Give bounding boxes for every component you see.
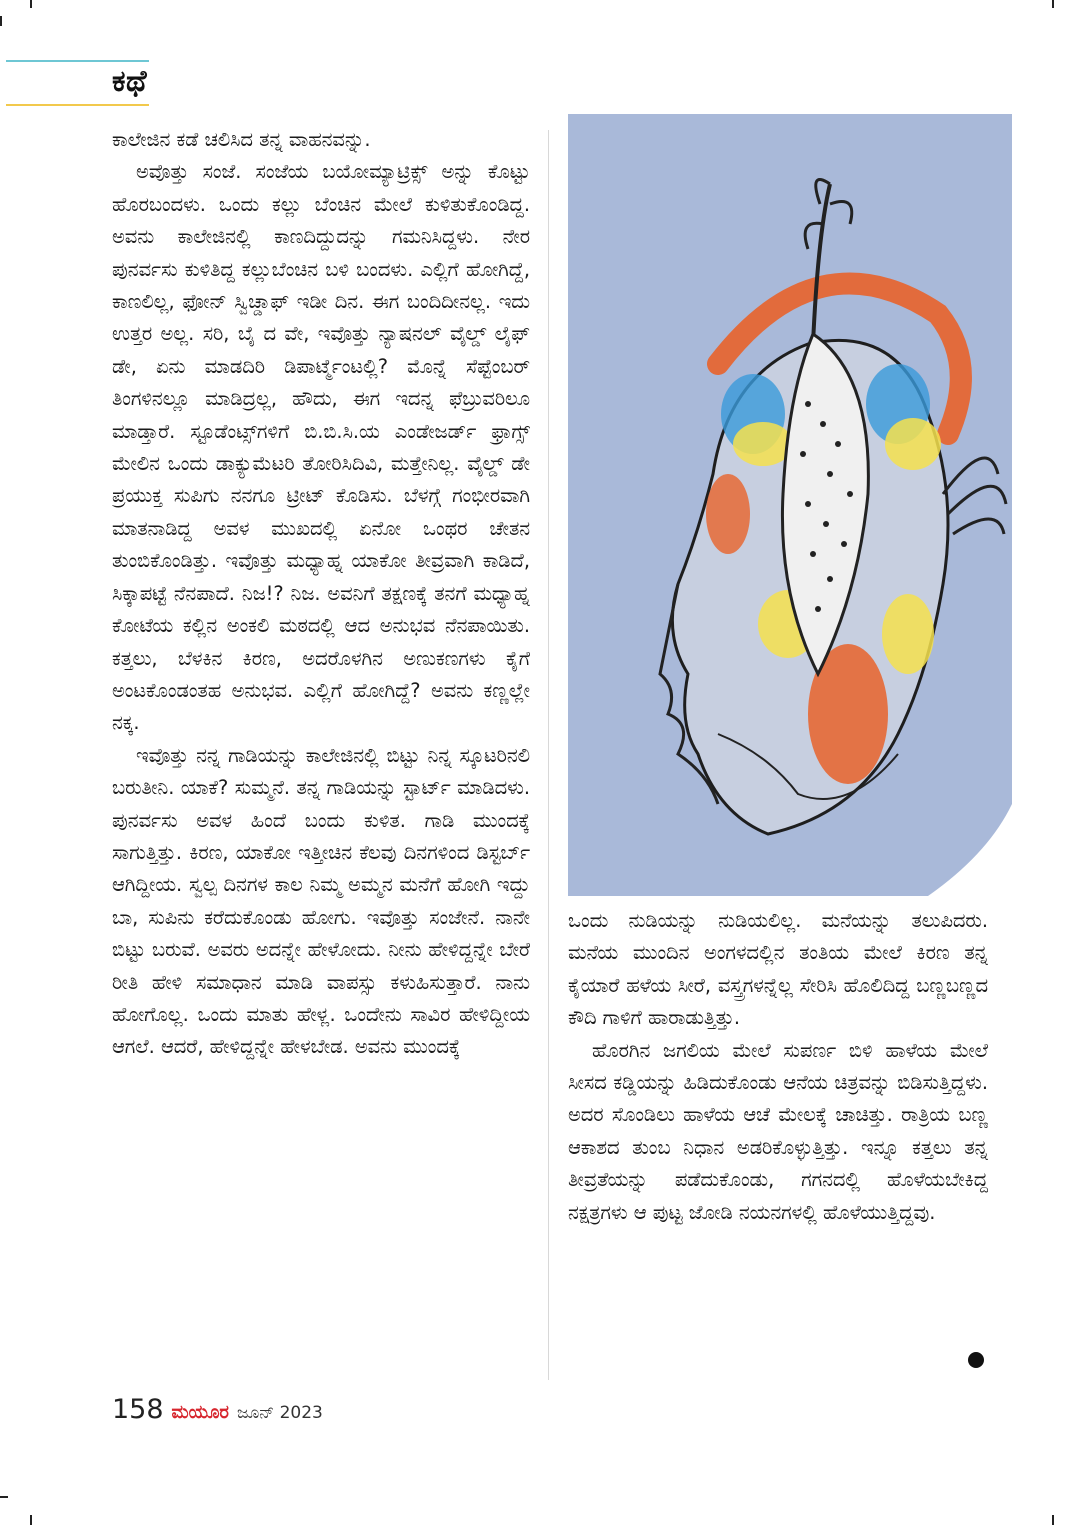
crop-mark	[0, 1496, 8, 1498]
crop-mark	[0, 16, 2, 26]
paragraph: ಅವೊತ್ತು ಸಂಜೆ. ಸಂಜೆಯ ಬಯೋಮ್ಯಾಟ್ರಿಕ್ಸ್ ಅನ್ನು ಕೊಟ್ಟು ಹೊರಬಂದಳು. ಒಂದು ಕಲ್ಲು ಬೆಂಚಿನ ಮೇಲೆ ಕುಳಿತುಕೊಂಡಿದ್ದ. ಅವನು ಕಾಲೇಜಿನಲ್ಲಿ ಕಾಣದಿದ್ದುದನ್ನು ಗಮನಿಸಿದ್ದಳು. ನೇರ ಪುನರ್ವಸು ಕುಳಿತಿದ್ದ ಕಲ್ಲುಬೆಂಚಿನ ಬಳಿ ಬಂದಳು. ಎಲ್ಲಿಗೆ ಹೋಗಿದ್ದೆ, ಕಾಣಲಿಲ್ಲ, ಫೋನ್ ಸ್ವಿಚ್ಡಾಫ್ ಇಡೀ ದಿನ. ಈಗ ಬಂದಿದೀನಲ್ಲ. ಇದು ಉತ್ತರ ಅಲ್ಲ. ಸರಿ, ಬೈ ದ ವೇ, ಇವೊತ್ತು ನ್ಯಾಷನಲ್ ವೈಲ್ಡ್ ಲೈಫ್ ಡೇ, ಏನು ಮಾಡದಿರಿ ಡಿಪಾರ್ಟ್ಮೆಂಟಲ್ಲಿ? ಮೊನ್ನೆ ಸೆಪ್ಟೆಂಬರ್ ತಿಂಗಳಿನಲ್ಲೂ ಮಾಡಿದ್ರಲ್ಲ, ಹೌದು, ಈಗ ಇದನ್ನ ಫೆಬ್ರುವರಿಲೂ ಮಾಡ್ತಾರೆ. ಸ್ಟೂಡೆಂಟ್ಸ್‌ಗಳಿಗೆ ಬಿ.ಬಿ.ಸಿ.ಯ ಎಂಡೇಜರ್ಡ್ ಫ್ರಾಗ್ಸ್ ಮೇಲಿನ ಒಂದು ಡಾಕ್ಯುಮೆಟರಿ ತೋರಿಸಿದಿವಿ, ಮತ್ತೇನಿಲ್ಲ. ವೈಲ್ಡ್ ಡೇ ಪ್ರಯುಕ್ತ ಸುಪಿಗು ನನಗೂ ಟ್ರೀಟ್ ಕೊಡಿಸು. ಬೆಳಗ್ಗೆ ಗಂಭೀರವಾಗಿ ಮಾತನಾಡಿದ್ದ ಅವಳ ಮುಖದಲ್ಲಿ ಏನೋ ಒಂಥರ ಚೇತನ ತುಂಬಿಕೊಂಡಿತ್ತು. ಇವೊತ್ತು ಮಧ್ಯಾಹ್ನ ಯಾಕೋ ತೀವ್ರವಾಗಿ ಕಾಡಿದೆ, ಸಿಕ್ಕಾಪಟ್ಟೆ ನೆನಪಾದೆ. ನಿಜ!? ನಿಜ. ಅವನಿಗೆ ತಕ್ಷಣಕ್ಕೆ ತನಗೆ ಮಧ್ಯಾಹ್ನ ಕೋಟೆಯ ಕಲ್ಲಿನ ಅಂಕಲಿ ಮಠದಲ್ಲಿ ಆದ ಅನುಭವ ನೆನಪಾಯಿತು. ಕತ್ತಲು, ಬೆಳಕಿನ ಕಿರಣ, ಅದರೊಳಗಿನ ಅಣುಕಣಗಳು ಕೈಗೆ ಅಂಟಕೊಂಡಂತಹ ಅನುಭವ. ಎಲ್ಲಿಗೆ ಹೋಗಿದ್ದೆ? ಅವನು ಕಣ್ಣಲ್ಲೇ ನಕ್ಕ.	[112, 160, 530, 735]
section-rule-bottom	[6, 104, 149, 106]
end-of-story-bullet	[968, 1352, 984, 1368]
section-rule-top	[6, 60, 149, 62]
crop-mark	[30, 0, 32, 8]
left-text-column	[112, 124, 530, 1386]
face-sketch-illustration	[568, 114, 1012, 896]
right-text-column	[568, 905, 988, 1345]
crop-mark	[1052, 0, 1054, 8]
crop-mark	[1052, 1515, 1054, 1525]
story-illustration	[568, 114, 1012, 896]
column-divider	[548, 130, 549, 1380]
paragraph: ಇವೊತ್ತು ನನ್ನ ಗಾಡಿಯನ್ನು ಕಾಲೇಜಿನಲ್ಲಿ ಬಿಟ್ಟು ನಿನ್ನ ಸ್ಕೂಟರಿನಲಿ ಬರುತೀನಿ. ಯಾಕೆ? ಸುಮ್ಮನೆ. ತನ್ನ ಗಾಡಿಯನ್ನು ಸ್ಟಾರ್ಟ್ ಮಾಡಿದಳು. ಪುನರ್ವಸು ಅವಳ ಹಿಂದೆ ಬಂದು ಕುಳಿತ. ಗಾಡಿ ಮುಂದಕ್ಕೆ ಸಾಗುತ್ತಿತ್ತು. ಕಿರಣ, ಯಾಕೋ ಇತ್ತೀಚಿನ ಕೆಲವು ದಿನಗಳಿಂದ ಡಿಸ್ಟರ್ಬ್ ಆಗಿದ್ದೀಯ. ಸ್ವಲ್ಪ ದಿನಗಳ ಕಾಲ ನಿಮ್ಮ ಅಮ್ಮನ ಮನೆಗೆ ಹೋಗಿ ಇದ್ದು ಬಾ, ಸುಪಿನು ಕರೆದುಕೊಂಡು ಹೋಗು. ಇವೊತ್ತು ಸಂಜೇನೆ. ನಾನೇ ಬಿಟ್ಟು ಬರುವೆ. ಅವರು ಅದನ್ನೇ ಹೇಳೋದು. ನೀನು ಹೇಳಿದ್ದನ್ನೇ ಬೇರೆ ರೀತಿ ಹೇಳಿ ಸಮಾಧಾನ ಮಾಡಿ ವಾಪಸ್ಸು ಕಳುಹಿಸುತ್ತಾರೆ. ನಾನು ಹೋಗೊಲ್ಲ. ಒಂದು ಮಾತು ಹೇಳ್ಲ. ಒಂದೇನು ಸಾವಿರ ಹೇಳಿದ್ದೀಯ ಆಗಲೆ. ಆದರೆ, ಹೇಳಿದ್ದನ್ನೇ ಹೇಳಬೇಡ. ಅವನು ಮುಂದಕ್ಕೆ	[112, 743, 530, 1059]
page-footer	[112, 1394, 323, 1426]
paragraph: ಒಂದು ನುಡಿಯನ್ನು ನುಡಿಯಲಿಲ್ಲ. ಮನೆಯನ್ನು ತಲುಪಿದರು. ಮನೆಯ ಮುಂದಿನ ಅಂಗಳದಲ್ಲಿನ ತಂತಿಯ ಮೇಲೆ ಕಿರಣ ತನ್ನ ಕೈಯಾರೆ ಹಳೆಯ ಸೀರೆ, ವಸ್ತ್ರಗಳನ್ನೆಲ್ಲ ಸೇರಿಸಿ ಹೊಲಿದಿದ್ದ ಬಣ್ಣಬಣ್ಣದ ಕೌದಿ ಗಾಳಿಗೆ ಹಾರಾಡುತ್ತಿತ್ತು.	[568, 909, 988, 1030]
paragraph: ಕಾಲೇಜಿನ ಕಡೆ ಚಲಿಸಿದ ತನ್ನ ವಾಹನವನ್ನು.	[112, 128, 371, 151]
crop-mark	[30, 1515, 32, 1525]
section-title: ಕಥೆ	[112, 64, 148, 99]
paragraph: ಹೊರಗಿನ ಜಗಲಿಯ ಮೇಲೆ ಸುಪರ್ಣ ಬಿಳಿ ಹಾಳೆಯ ಮೇಲೆ ಸೀಸದ ಕಡ್ಡಿಯನ್ನು ಹಿಡಿದುಕೊಂಡು ಆನೆಯ ಚಿತ್ರವನ್ನು ಬಿಡಿಸುತ್ತಿದ್ದಳು. ಅದರ ಸೊಂಡಿಲು ಹಾಳೆಯ ಆಚೆ ಮೇಲಕ್ಕೆ ಚಾಚಿತ್ತು. ರಾತ್ರಿಯ ಬಣ್ಣ ಆಕಾಶದ ತುಂಬ ನಿಧಾನ ಅಡರಿಕೊಳ್ಳುತ್ತಿತ್ತು. ಇನ್ನೂ ಕತ್ತಲು ತನ್ನ ತೀವ್ರತೆಯನ್ನು ಪಡೆದುಕೊಂಡು, ಗಗನದಲ್ಲಿ ಹೊಳೆಯಬೇಕಿದ್ದ ನಕ್ಷತ್ರಗಳು ಆ ಪುಟ್ಟ ಜೋಡಿ ನಯನಗಳಲ್ಲಿ ಹೊಳೆಯುತ್ತಿದ್ದವು.	[568, 1038, 988, 1224]
magazine-logo: ಮಯೂರ	[171, 1402, 229, 1423]
page-number: 158	[112, 1394, 164, 1425]
issue-date: ಜೂನ್ 2023	[236, 1403, 323, 1423]
